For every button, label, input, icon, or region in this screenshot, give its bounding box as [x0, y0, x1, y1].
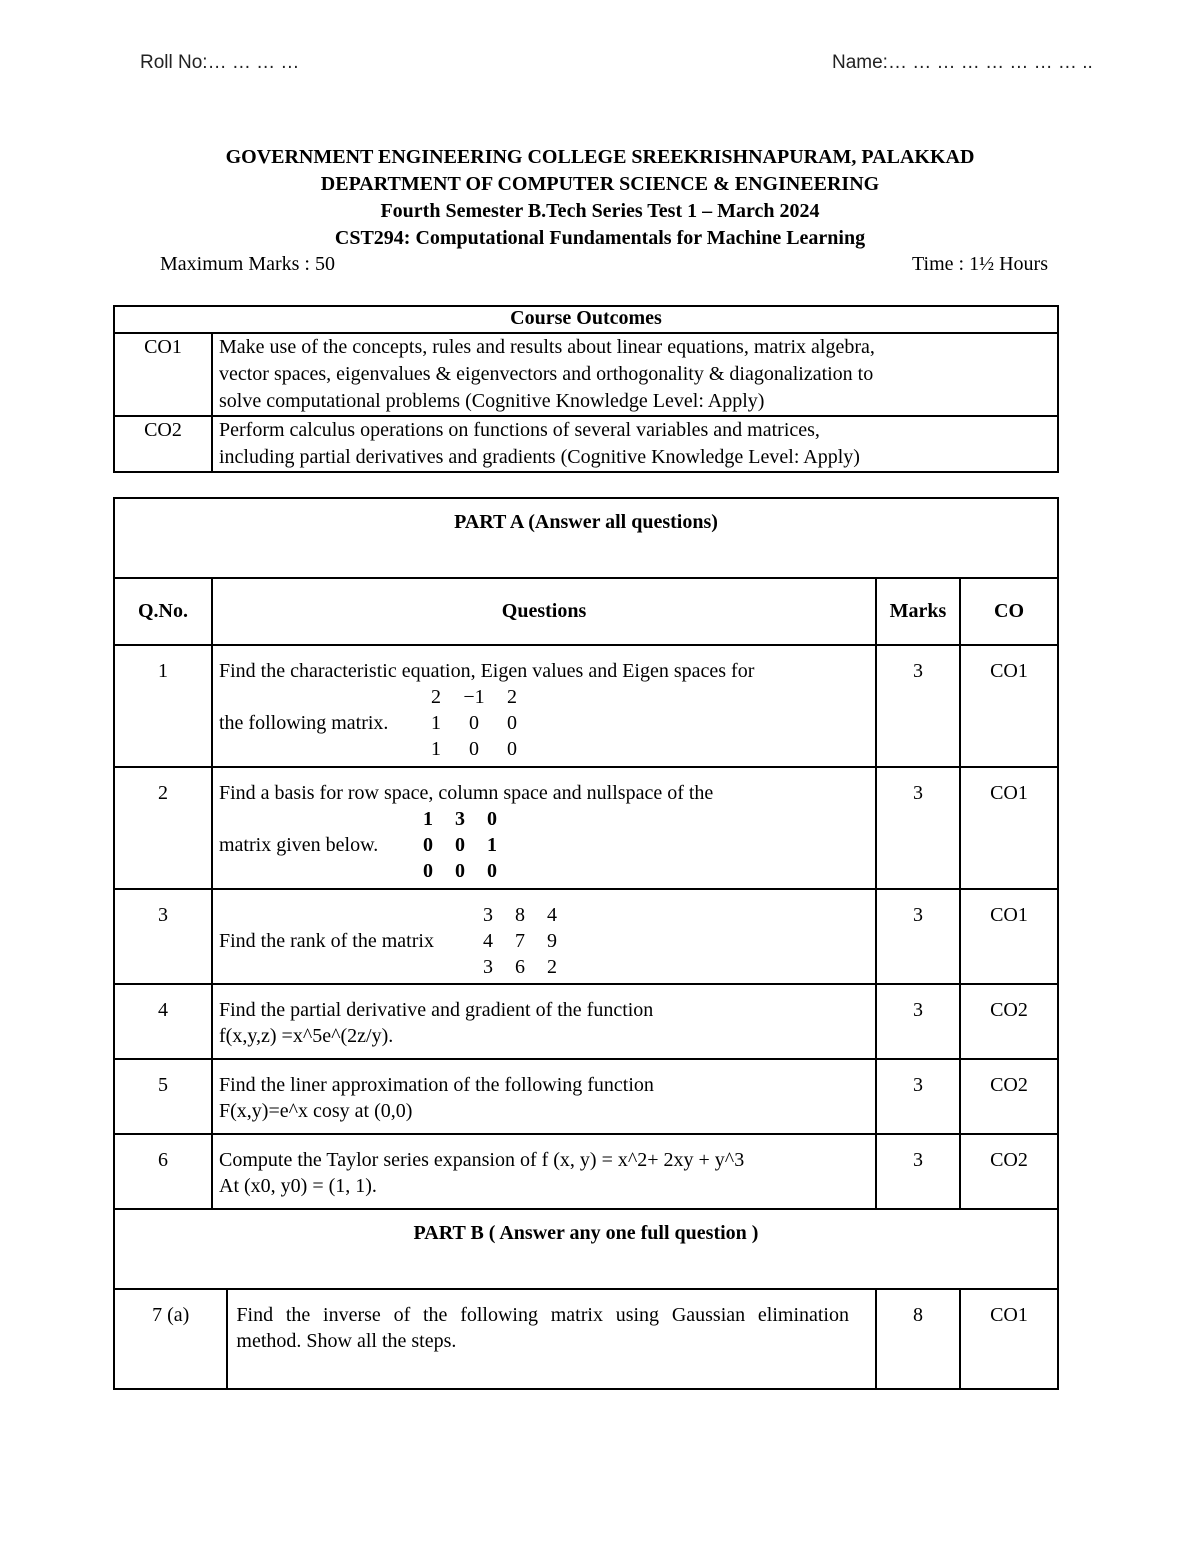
roll-number-field: Roll No:… … … … — [140, 52, 300, 73]
name-field: Name:… … … … … … … … .. — [832, 52, 1093, 73]
question-line: At (x0, y0) = (1, 1). — [219, 1175, 377, 1197]
matrix-cell: 6 — [515, 956, 525, 978]
question-number: 7 (a) — [114, 1289, 227, 1389]
matrix-cell: 1 — [431, 712, 441, 734]
matrix-cell: 1 — [487, 834, 497, 856]
question-label: the following matrix. — [219, 712, 389, 734]
question-co: CO1 — [960, 767, 1058, 889]
questions-table — [113, 497, 1059, 1390]
matrix-cell: 0 — [423, 834, 433, 856]
question-number: 3 — [114, 889, 212, 984]
col-marks: Marks — [876, 578, 960, 645]
matrix-cell: 9 — [547, 930, 557, 952]
matrix-cell: 0 — [455, 834, 465, 856]
matrix-cell: 0 — [469, 738, 479, 760]
matrix-cell: 0 — [423, 860, 433, 882]
question-marks: 3 — [876, 1134, 960, 1209]
question-marks: 3 — [876, 645, 960, 767]
question-line: Find the characteristic equation, Eigen values and Eigen spaces for — [219, 660, 755, 682]
question-text — [212, 1134, 876, 1209]
table-row — [114, 333, 1058, 416]
question-marks: 8 — [876, 1289, 960, 1389]
question-number: 4 — [114, 984, 212, 1059]
matrix-cell: 0 — [507, 738, 517, 760]
co-description — [212, 333, 1058, 416]
col-co: CO — [960, 578, 1058, 645]
table-row — [114, 416, 1058, 472]
question-line: Find the liner approximation of the following function — [219, 1074, 654, 1096]
matrix-cell: 7 — [515, 930, 525, 952]
table-row — [114, 1289, 1058, 1389]
part-a-title: PART A (Answer all questions) — [114, 498, 1058, 578]
question-label: matrix given below. — [219, 834, 379, 856]
course-outcomes-table — [113, 305, 1059, 473]
college-name: GOVERNMENT ENGINEERING COLLEGE SREEKRISHNAPURAM, PALAKKAD — [225, 146, 975, 168]
matrix-cell: 0 — [455, 860, 465, 882]
question-co: CO1 — [960, 645, 1058, 767]
question-line: Find a basis for row space, column space and nullspace of the — [219, 782, 714, 804]
co-line: Make use of the concepts, rules and results about linear equations, matrix algebra, — [219, 336, 875, 358]
table-row — [114, 767, 1058, 889]
co-line: including partial derivatives and gradients (Cognitive Knowledge Level: Apply) — [219, 446, 860, 468]
department-name: DEPARTMENT OF COMPUTER SCIENCE & ENGINEERING — [320, 173, 880, 195]
matrix-cell: 2 — [507, 686, 517, 708]
matrix-cell: 0 — [487, 808, 497, 830]
table-row — [114, 889, 1058, 984]
question-text: Find the inverse of the following matrix using Gaussian elimination method. Show all the steps. — [227, 1289, 876, 1389]
question-co: CO2 — [960, 1134, 1058, 1209]
course-outcomes-title: Course Outcomes — [114, 306, 1058, 333]
matrix-cell: 0 — [507, 712, 517, 734]
co-line: solve computational problems (Cognitive Knowledge Level: Apply) — [219, 390, 765, 412]
table-row — [114, 1134, 1058, 1209]
matrix-cell: 8 — [515, 904, 525, 926]
question-number: 6 — [114, 1134, 212, 1209]
matrix-cell: −1 — [463, 686, 485, 708]
question-label: Find the rank of the matrix — [219, 930, 434, 952]
table-header-row — [114, 578, 1058, 645]
question-text — [212, 889, 876, 984]
matrix-cell: 1 — [431, 738, 441, 760]
question-text — [212, 767, 876, 889]
matrix-cell: 4 — [483, 930, 493, 952]
question-number: 5 — [114, 1059, 212, 1134]
question-line: F(x,y)=e^x cosy at (0,0) — [219, 1100, 413, 1122]
col-qno: Q.No. — [114, 578, 212, 645]
co-line: vector spaces, eigenvalues & eigenvectors and orthogonality & diagonalization to — [219, 363, 874, 385]
matrix-cell: 1 — [423, 808, 433, 830]
question-co: CO2 — [960, 984, 1058, 1059]
co-line: Perform calculus operations on functions of several variables and matrices, — [219, 419, 820, 441]
question-marks: 3 — [876, 984, 960, 1059]
question-line: Compute the Taylor series expansion of f (x, y) = x^2+ 2xy + y^3 — [219, 1149, 745, 1171]
col-questions: Questions — [212, 578, 876, 645]
question-co: CO2 — [960, 1059, 1058, 1134]
question-line: f(x,y,z) =x^5e^(2z/y). — [219, 1025, 394, 1047]
matrix-cell: 0 — [487, 860, 497, 882]
matrix-cell: 0 — [469, 712, 479, 734]
matrix-cell: 2 — [431, 686, 441, 708]
matrix-cell: 3 — [483, 956, 493, 978]
matrix-cell: 4 — [547, 904, 557, 926]
co-description — [212, 416, 1058, 472]
co-code: CO1 — [114, 333, 212, 416]
table-row — [114, 645, 1058, 767]
matrix-cell: 3 — [455, 808, 465, 830]
exam-title: Fourth Semester B.Tech Series Test 1 – March 2024 — [380, 200, 820, 222]
part-b-title: PART B ( Answer any one full question ) — [114, 1209, 1058, 1289]
question-marks: 3 — [876, 889, 960, 984]
question-text — [212, 984, 876, 1059]
question-line: Find the partial derivative and gradient of the function — [219, 999, 654, 1021]
question-marks: 3 — [876, 767, 960, 889]
table-row — [114, 1059, 1058, 1134]
course-title: CST294: Computational Fundamentals for Machine Learning — [334, 227, 866, 249]
question-marks: 3 — [876, 1059, 960, 1134]
time-allowed: Time : 1½ Hours — [912, 253, 1048, 275]
matrix-cell: 2 — [547, 956, 557, 978]
matrix-cell: 3 — [483, 904, 493, 926]
question-text — [212, 645, 876, 767]
maximum-marks: Maximum Marks : 50 — [160, 253, 335, 275]
table-row — [114, 984, 1058, 1059]
question-number: 1 — [114, 645, 212, 767]
question-text — [212, 1059, 876, 1134]
co-code: CO2 — [114, 416, 212, 472]
question-co: CO1 — [960, 889, 1058, 984]
question-number: 2 — [114, 767, 212, 889]
question-co: CO1 — [960, 1289, 1058, 1389]
